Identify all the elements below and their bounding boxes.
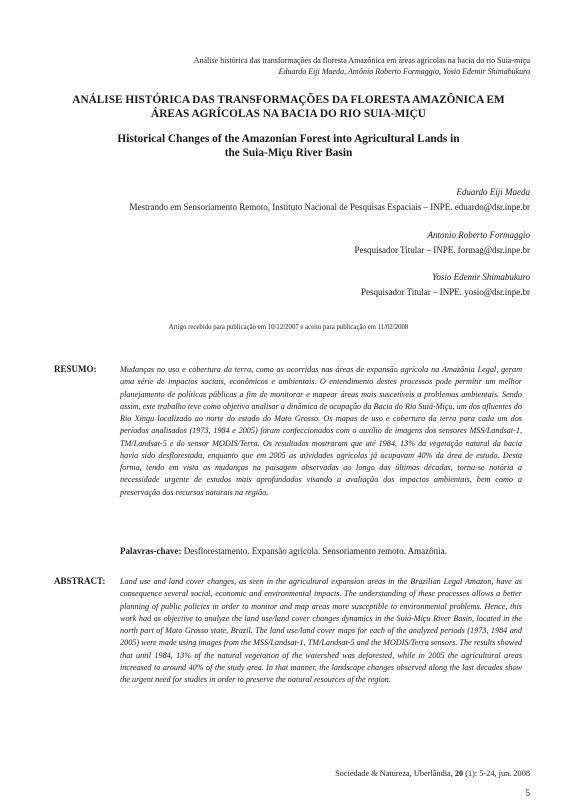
author-name: Eduardo Eiji Maeda (456, 187, 530, 197)
running-header-title: Análise histórica das transformações da floresta Amazônica em áreas agrícolas na bacia do rio Suia-miçu (193, 56, 530, 65)
title-english-line-2: the Suia-Miçu River Basin (224, 147, 353, 159)
author-affiliation: Pesquisador Titular – INPE. yosio@dsr.inpe.br (360, 287, 530, 297)
title-portuguese-line-2: ÁREAS AGRÍCOLAS NA BACIA DO RIO SUIA-MIÇU (151, 108, 426, 120)
title-english (60, 132, 517, 160)
title-portuguese-line-1: ANÁLISE HISTÓRICA DAS TRANSFORMAÇÕES DA FLORESTA AMAZÔNICA EM (72, 94, 505, 106)
journal-name: Sociedade & Natureza, Uberlândia, (335, 769, 453, 778)
author-affiliation: Pesquisador Titular – INPE. formag@dsr.inpe.br (354, 245, 530, 255)
author-block-2 (354, 229, 530, 256)
author-name: Antonio Roberto Formaggio (427, 230, 530, 240)
page-number: 5 (525, 788, 530, 798)
author-name: Yosio Edemir Shimabukuro (432, 272, 530, 282)
journal-citation (335, 769, 530, 778)
author-block-3 (361, 271, 530, 298)
abstract-label: ABSTRACT: (54, 576, 106, 586)
author-affiliation: Mestrando em Sensoriamento Remoto, Instituto Nacional de Pesquisas Espaciais – INPE. eduardo@dsr.inpe.br (129, 202, 530, 212)
received-date-note: Artigo recebido para publicação em 10/12/2007 e aceito para publicação em 11/02/2008 (168, 324, 409, 331)
journal-volume: 20 (454, 769, 464, 778)
journal-issue-pages: (1): 5-24, jun. 2008 (465, 769, 530, 778)
running-header-authors: Eduardo Eiji Maeda, Antônio Roberto Formaggio, Yosio Edemir Shimabukuro (278, 67, 530, 76)
author-block-1 (130, 186, 530, 213)
title-portuguese (40, 93, 537, 121)
keywords (120, 546, 447, 556)
resumo-label: RESUMO: (54, 364, 97, 374)
keywords-label: Palavras-chave: (120, 546, 182, 556)
abstract-text: Land use and land cover changes, as seen in the agricultural expansion areas in the Brazilian Legal Amazon, have as consequence several social, economic and environmental impacts. The understanding of these processes allows a better planning of public policies in order to monitor and map areas more susceptible to environmental problems. Hence, this work had as objective to analyze the land use/land cover changes dynamics in the Suiá-Miçu River Basin, located in the north part of Mato Grosso state, Brazil. The land use/land cover maps for each of the analyzed periods (1973, 1984 and 2005) were made using images from the MSS/Landsat-1, TM/Landsat-5 and the MODIS/Terra sensors. The results showed that until 1984, 13% of the natural vegetation of the watershed was deforested, while in 2005 the agricultural areas increased to around 40% of the study area. In that manner, the landscape changes observed along the last decades show the urgent need for studies in order to preserve the natural resources of the region. (120, 577, 522, 684)
title-english-line-1: Historical Changes of the Amazonian Forest into Agricultural Lands in (117, 133, 460, 145)
keywords-text: Desflorestamento. Expansão agrícola. Sensoriamento remoto. Amazônia. (183, 546, 447, 556)
resumo-text: Mudanças no uso e cobertura da terra, como as ocorridas nas áreas de expansão agrícola na Amazônia Legal, geram uma série de impactos sociais, econômicos e ambientais. O entendimento destes processos pode permitir um melhor planejamento de políticas públicas a fim de monitorar e mapear áreas mais suscetíveis a problemas ambientais. Sendo assim, este trabalho teve como objetivo analisar a dinâmica de ocupação da Bacia do Rio Suiá-Miçu, um dos afluentes do Rio Xingu localizado ao norte do estado do Mato Grosso. Os mapas de uso e cobertura da terra para cada um dos períodos analisados (1973, 1984 e 2005) foram confeccionados com o auxílio de imagens dos sensores MSS/Landsat-1, TM/Landsat-5 e do sensor MODIS/Terra. Os resultados mostraram que até 1984, 13% da vegetação natural da bacia havia sido desflorestada, enquanto que em 2005 as atividades agrícolas já ocupavam 40% da área de estudo. Desta forma, tendo em vista as mudanças na paisagem observadas ao longo das últimas décadas, torna-se notória a necessidade urgente de estudos mais aprofundados visando a avaliação dos impactos ambientais, bem como a preservação dos recursos naturais na região. (120, 365, 522, 497)
